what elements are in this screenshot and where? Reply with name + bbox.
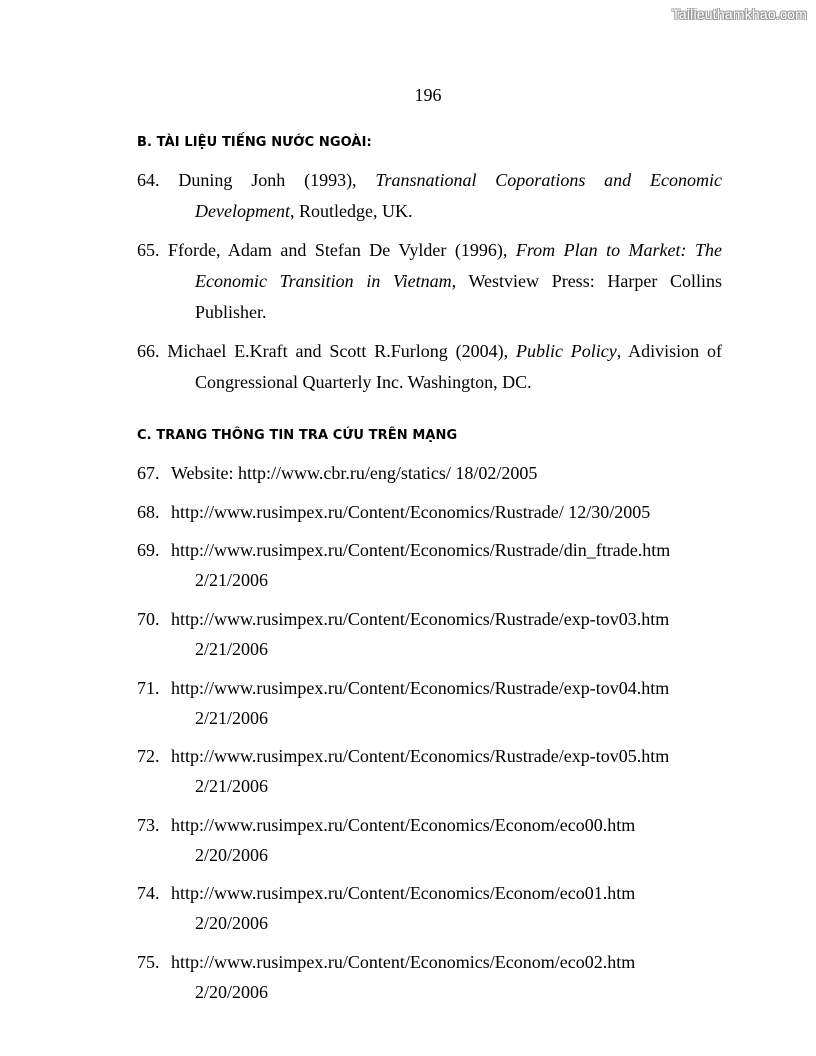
reference-number: 75. [137,952,160,972]
reference-date: 2/21/2006 [195,708,269,728]
reference-title: Transnational Coporations and Economic [375,170,723,190]
reference-number: 71. [137,678,160,698]
reference-64 [137,165,722,227]
reference-continuation: Publisher. [195,302,267,322]
reference-publisher: , Adivision of [616,341,723,361]
section-b-heading: B. TÀI LIỆU TIẾNG NƯỚC NGOÀI: [137,135,372,150]
reference-url: http://www.rusimpex.ru/Content/Economics/Econom/eco00.htm [171,815,636,835]
reference-number: 67. [137,463,160,483]
reference-66 [137,336,722,398]
reference-date: 2/20/2006 [195,982,269,1002]
reference-author: Michael E.Kraft and Scott R.Furlong (2004), [167,341,509,361]
reference-url: http://www.rusimpex.ru/Content/Economics/Rustrade/din_ftrade.htm [171,540,671,560]
reference-url: http://www.rusimpex.ru/Content/Economics/Rustrade/exp-tov03.htm [171,609,670,629]
web-reference-74 [137,878,635,938]
reference-publisher: , Westview Press: Harper Collins [451,271,722,291]
reference-number: 66. [137,341,160,361]
reference-date: 2/21/2006 [195,570,269,590]
reference-number: 64. [137,170,160,190]
reference-url: http://www.rusimpex.ru/Content/Economics/Econom/eco01.htm [171,883,636,903]
reference-date: 2/20/2006 [195,845,269,865]
reference-title-cont: Economic Transition in Vietnam [195,271,452,291]
reference-continuation [137,266,722,297]
reference-line [137,165,722,196]
reference-title: From Plan to Market: The [515,240,722,260]
reference-publisher: , Routledge, UK. [289,201,413,221]
reference-author: Fforde, Adam and Stefan De Vylder (1996), [167,240,508,260]
web-reference-67 [137,458,537,488]
reference-number: 73. [137,815,160,835]
web-reference-73 [137,810,635,870]
reference-url: http://www.rusimpex.ru/Content/Economics/Rustrade/exp-tov04.htm [171,678,670,698]
reference-number: 70. [137,609,160,629]
reference-url: http://www.rusimpex.ru/Content/Economics/Rustrade/ 12/30/2005 [171,502,651,522]
reference-number: 74. [137,883,160,903]
reference-number: 65. [137,240,160,260]
web-reference-69 [137,535,670,595]
reference-65 [137,235,722,328]
page-number: 196 [414,85,442,105]
reference-line [137,235,722,266]
reference-url: http://www.rusimpex.ru/Content/Economics/Rustrade/exp-tov05.htm [171,746,670,766]
reference-continuation [137,196,722,227]
watermark: Tailieuthamkhao.com [671,6,807,22]
web-reference-71 [137,673,669,733]
reference-number: 68. [137,502,160,522]
web-reference-68 [137,497,650,527]
reference-url: Website: http://www.cbr.ru/eng/statics/ 18/02/2005 [171,463,538,483]
reference-title-cont: Development [195,201,290,221]
reference-url: http://www.rusimpex.ru/Content/Economics/Econom/eco02.htm [171,952,636,972]
reference-number: 72. [137,746,160,766]
reference-title: Public Policy [515,341,617,361]
reference-continuation: Congressional Quarterly Inc. Washington, DC. [195,372,532,392]
reference-date: 2/20/2006 [195,913,269,933]
reference-author: Duning Jonh (1993), [178,170,357,190]
web-reference-72 [137,741,669,801]
section-c-heading: C. TRANG THÔNG TIN TRA CỨU TRÊN MẠNG [137,428,458,443]
reference-line [137,336,722,367]
reference-date: 2/21/2006 [195,776,269,796]
reference-number: 69. [137,540,160,560]
web-reference-75 [137,947,635,1007]
web-reference-70 [137,604,669,664]
reference-date: 2/21/2006 [195,639,269,659]
